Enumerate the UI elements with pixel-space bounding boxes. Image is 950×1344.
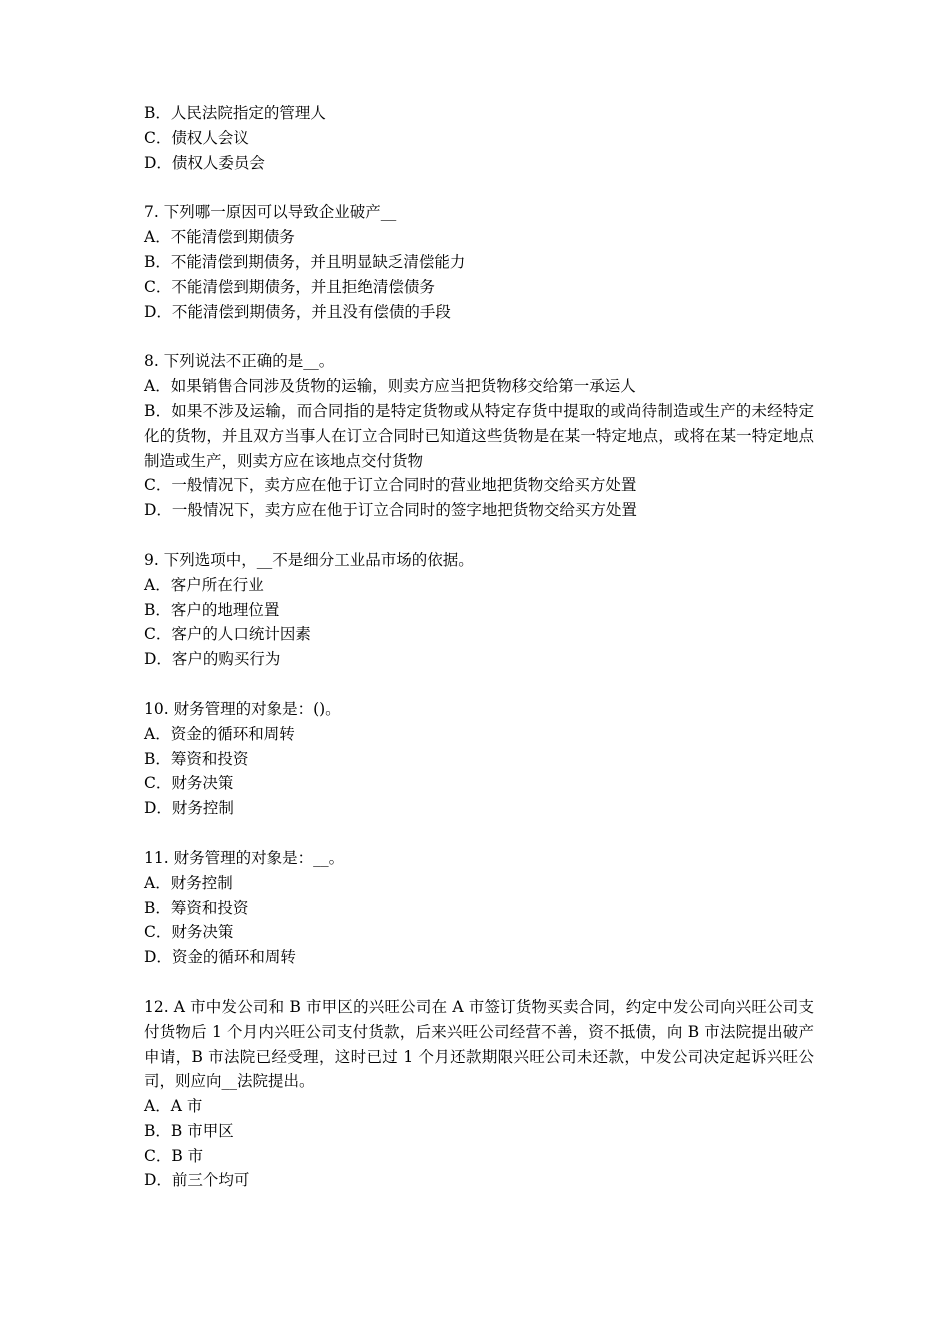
option-d: D．不能清偿到期债务，并且没有偿债的手段 <box>144 302 451 321</box>
option-b: B．客户的地理位置 <box>144 600 280 619</box>
question-12 <box>144 995 814 1193</box>
spacer <box>144 175 814 200</box>
question-stem: 7. 下列哪一原因可以导致企业破产__ <box>144 203 397 222</box>
option-d: D．财务控制 <box>144 799 234 818</box>
option-a: A．财务控制 <box>144 873 233 892</box>
carryover-options <box>144 101 814 175</box>
option-a: A．不能清偿到期债务 <box>144 228 295 247</box>
option-c: C．财务决策 <box>144 923 234 942</box>
question-stem: 9. 下列选项中，__不是细分工业品市场的依据。 <box>144 550 474 569</box>
question-stem: 12. A 市中发公司和 B 市甲区的兴旺公司在 A 市签订货物买卖合同，约定中发公司向兴旺公司支付货物后 1 个月内兴旺公司支付货款，后来兴旺公司经营不善，资不抵债，向 B 市法院提出破产申请，B 市法院已经受理，这时已过 1 个月还款期限兴旺公司未还款，中发公司决定起诉兴旺公司，则应向__法院提出。 <box>144 997 814 1091</box>
option-a: A．客户所在行业 <box>144 575 264 594</box>
question-stem: 11. 财务管理的对象是：__。 <box>144 848 345 867</box>
question-10 <box>144 697 814 821</box>
option-a: A．A 市 <box>144 1097 203 1116</box>
option-d: D．一般情况下，卖方应在他于订立合同时的签字地把货物交给买方处置 <box>144 501 637 520</box>
option-c: C．债权人会议 <box>144 128 249 147</box>
option-b: B．筹资和投资 <box>144 749 249 768</box>
option-b: B．人民法院指定的管理人 <box>144 104 326 122</box>
option-d: D．资金的循环和周转 <box>144 948 296 967</box>
option-d: D．前三个均可 <box>144 1171 250 1190</box>
document-page <box>144 101 814 1193</box>
option-b: B．不能清偿到期债务，并且明显缺乏清偿能力 <box>144 252 466 271</box>
option-d: D．债权人委员会 <box>144 153 265 172</box>
option-c: C．不能清偿到期债务，并且拒绝清偿债务 <box>144 277 435 296</box>
option-a: A．资金的循环和周转 <box>144 724 295 743</box>
option-b: B．筹资和投资 <box>144 898 249 917</box>
option-c: C．财务决策 <box>144 774 234 793</box>
option-a: A．如果销售合同涉及货物的运输，则卖方应当把货物移交给第一承运人 <box>144 377 636 396</box>
option-c: C．客户的人口统计因素 <box>144 625 311 644</box>
option-b: B．B 市甲区 <box>144 1121 234 1140</box>
question-stem: 8. 下列说法不正确的是__。 <box>144 352 335 371</box>
spacer <box>144 970 814 995</box>
question-stem: 10. 财务管理的对象是：()。 <box>144 699 341 718</box>
spacer <box>144 821 814 846</box>
question-11 <box>144 846 814 970</box>
question-9 <box>144 548 814 672</box>
spacer <box>144 324 814 349</box>
option-d: D．客户的购买行为 <box>144 650 281 669</box>
option-b: B．如果不涉及运输，而合同指的是特定货物或从特定存货中提取的或尚待制造或生产的未经特定化的货物，并且双方当事人在订立合同时已知道这些货物是在某一特定地点，或将在某一特定地点制造或生产，则卖方应在该地点交付货物 <box>144 401 814 470</box>
spacer <box>144 523 814 548</box>
question-7 <box>144 200 814 324</box>
option-c: C．一般情况下，卖方应在他于订立合同时的营业地把货物交给买方处置 <box>144 476 637 495</box>
option-c: C．B 市 <box>144 1146 204 1165</box>
question-8 <box>144 349 814 523</box>
spacer <box>144 672 814 697</box>
